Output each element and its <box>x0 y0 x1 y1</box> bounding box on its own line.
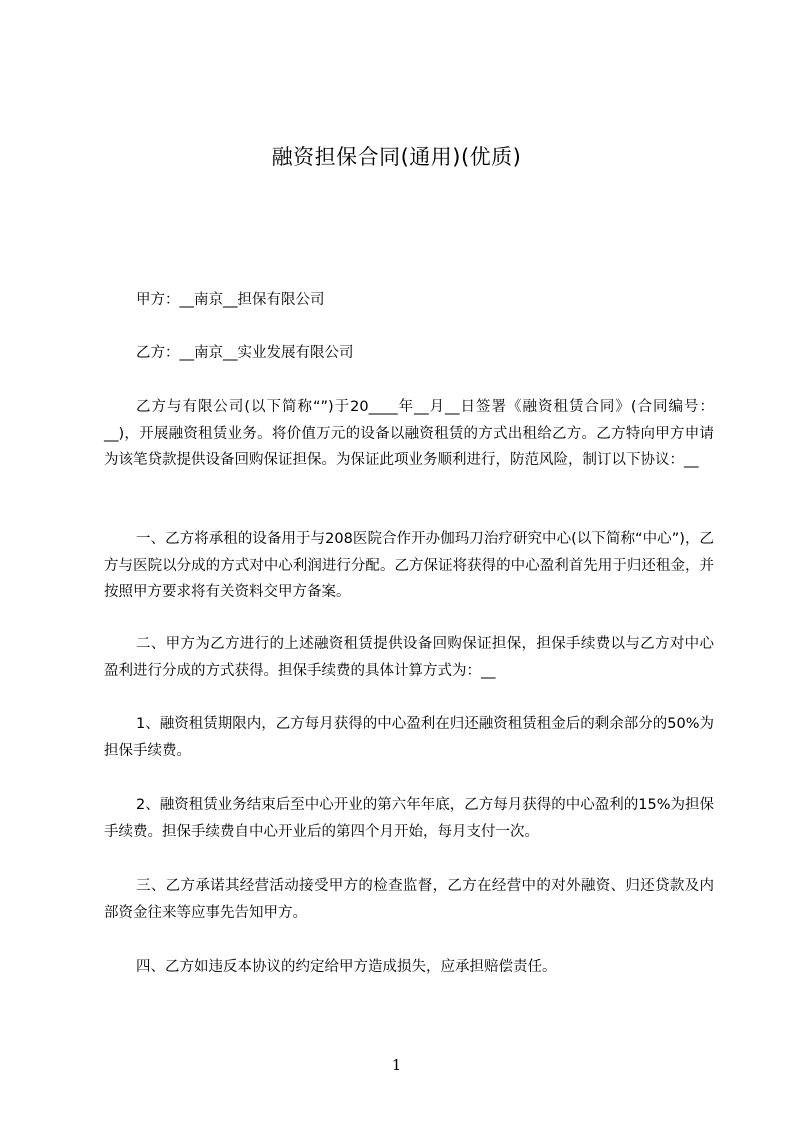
party-a-line: 甲方：__南京__担保有限公司 <box>136 292 325 308</box>
clause-2-item-1-paragraph: 1、融资租赁期限内，乙方每月获得的中心盈利在归还融资租赁租金后的剩余部分的50%为担保手续费。 <box>104 716 714 759</box>
page-number: 1 <box>391 1056 402 1074</box>
clause-3-paragraph: 三、乙方承诺其经营活动接受甲方的检查监督，乙方在经营中的对外融资、归还贷款及内部资金往来等应事先告知甲方。 <box>104 878 714 921</box>
intro-paragraph: 乙方与有限公司(以下简称“”)于20____年__月__日签署《融资租赁合同》(合同编号：__)，开展融资租赁业务。将价值万元的设备以融资租赁的方式出租给乙方。乙方特向甲方申请为该笔贷款提供设备回购保证担保。为保证此项业务顺利进行，防范风险，制订以下协议：__ <box>104 399 714 468</box>
clause-1-paragraph: 一、乙方将承租的设备用于与208医院合作开办伽玛刀治疗研究中心(以下简称“中心”)，乙方与医院以分成的方式对中心利润进行分配。乙方保证将获得的中心盈利首先用于归还租金，并按照甲方要求将有关资料交甲方备案。 <box>104 531 714 600</box>
page-title: 融资担保合同(通用)(优质) <box>271 145 522 169</box>
clause-4-paragraph: 四、乙方如违反本协议的约定给甲方造成损失，应承担赔偿责任。 <box>136 959 557 975</box>
party-b-line: 乙方：__南京__实业发展有限公司 <box>136 345 354 361</box>
clause-2-paragraph: 二、甲方为乙方进行的上述融资租赁提供设备回购保证担保，担保手续费以与乙方对中心盈利进行分成的方式获得。担保手续费的具体计算方式为：__ <box>104 636 714 679</box>
clause-2-item-2-paragraph: 2、融资租赁业务结束后至中心开业的第六年年底，乙方每月获得的中心盈利的15%为担保手续费。担保手续费自中心开业后的第四个月开始，每月支付一次。 <box>104 797 714 840</box>
